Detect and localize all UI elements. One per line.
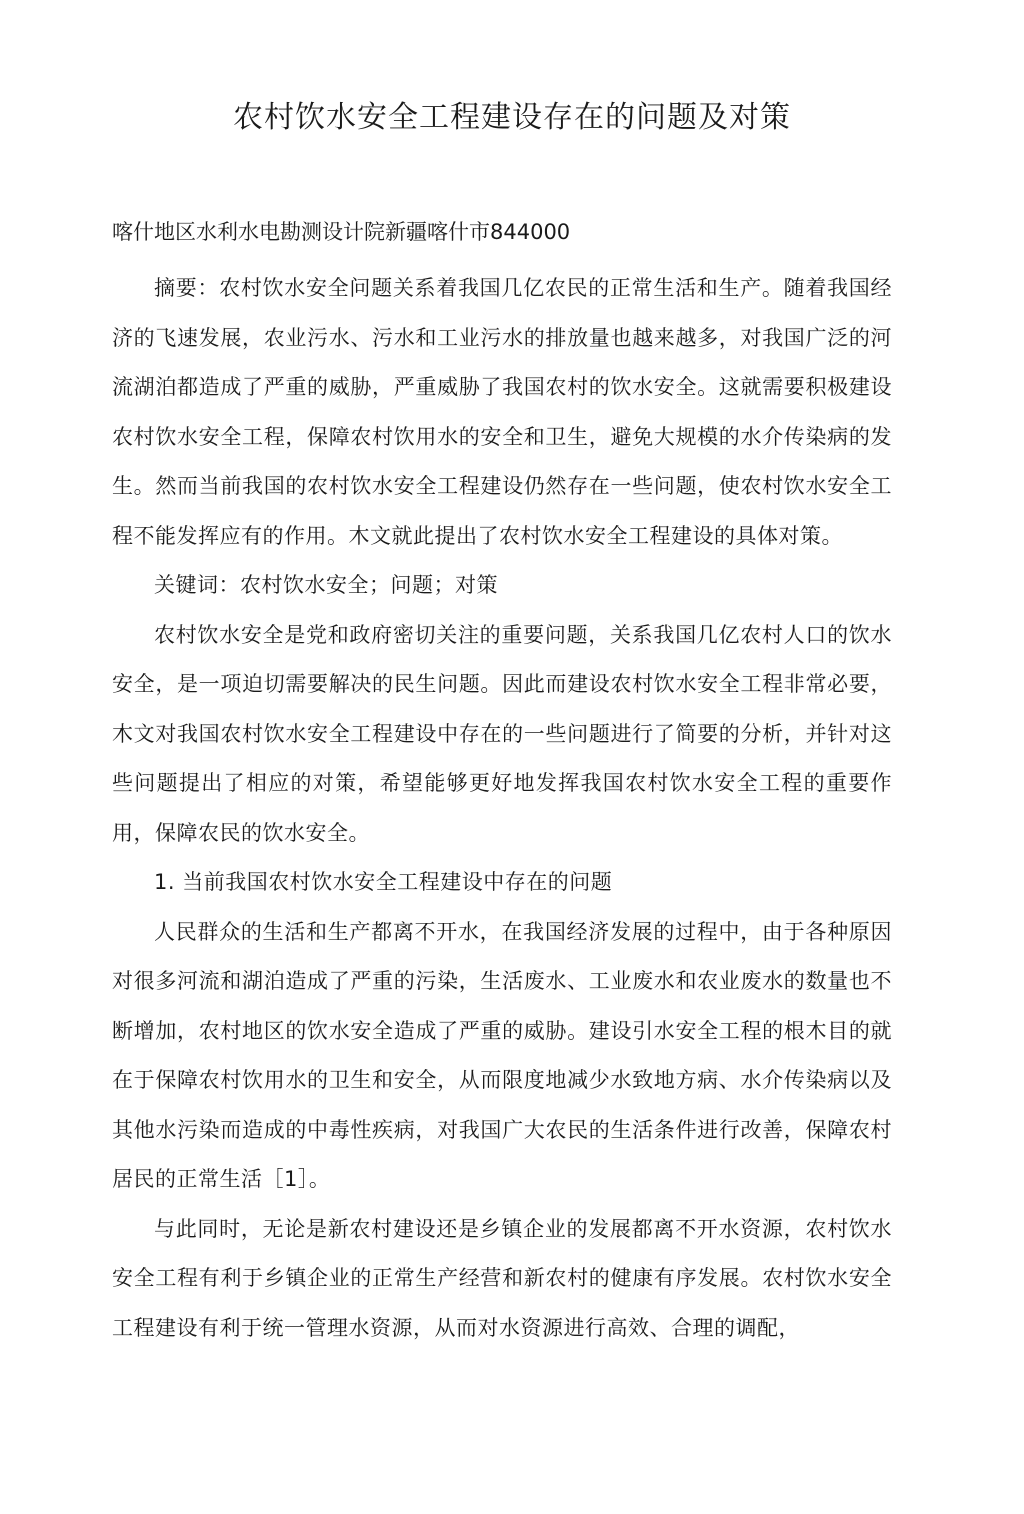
body-paragraph: 人民群众的生活和生产都离不开水，在我国经济发展的过程中，由于各种原因对很多河流和湖泊造成了严重的污染，生活废水、工业废水和农业废水的数量也不断增加，农村地区的饮水安全造成了严重的威胁。建设引水安全工程的根木目的就在于保障农村饮用水的卫生和安全，从而限度地减少水致地方病、水介传染病以及其他水污染而造成的中毒性疾病，对我国广大农民的生活条件进行改善，保障农村居民的正常生活［1］。: [112, 919, 892, 1191]
document-title: 农村饮水安全工程建设存在的问题及对策: [233, 100, 791, 135]
abstract-paragraph: 摘要：农村饮水安全问题关系着我国几亿农民的正常生活和生产。随着我国经济的飞速发展，农业污水、污水和工业污水的排放量也越来越多，对我国广泛的河流湖泊都造成了严重的威胁，严重威胁了我国农村的饮水安全。这就需要积极建设农村饮水安全工程，保障农村饮用水的安全和卫生，避免大规模的水介传染病的发生。然而当前我国的农村饮水安全工程建设仍然存在一些问题，使农村饮水安全工程不能发挥应有的作用。木文就此提出了农村饮水安全工程建设的具体对策。: [112, 276, 892, 548]
section-heading: 1. 当前我国农村饮水安全工程建设中存在的问题: [154, 870, 613, 894]
keywords-paragraph: 关键词：农村饮水安全；问题；对策: [154, 573, 498, 597]
author-affiliation: 喀什地区水利水电勘测设计院新疆喀什市844000: [112, 220, 571, 244]
body-paragraph: 与此同时，无论是新农村建设还是乡镇企业的发展都离不开水资源，农村饮水安全工程有利于乡镇企业的正常生产经营和新农村的健康有序发展。农村饮水安全工程建设有利于统一管理水资源，从而对水资源进行高效、合理的调配，: [112, 1216, 892, 1340]
intro-paragraph: 农村饮水安全是党和政府密切关注的重要问题，关系我国几亿农村人口的饮水安全，是一项迫切需要解决的民生问题。因此而建设农村饮水安全工程非常必要，木文对我国农村饮水安全工程建设中存在的一些问题进行了简要的分析，并针对这些问题提出了相应的对策，希望能够更好地发挥我国农村饮水安全工程的重要作用，保障农民的饮水安全。: [112, 622, 892, 845]
document-body: [112, 264, 892, 1353]
